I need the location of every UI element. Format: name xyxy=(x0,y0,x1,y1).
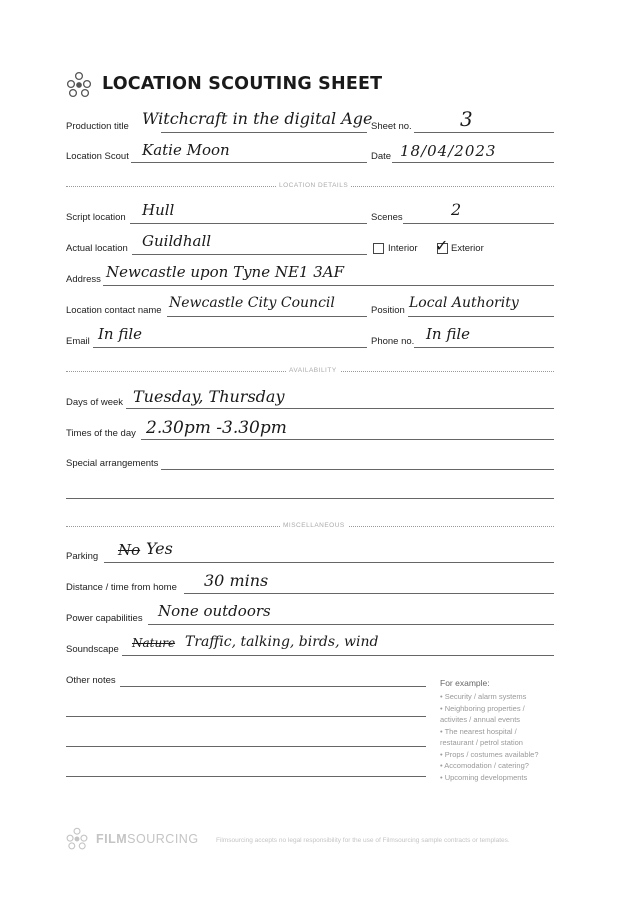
times-of-day-value[interactable]: 2.30pm -3.30pm xyxy=(146,418,287,438)
parking-value[interactable]: Yes xyxy=(146,539,173,558)
location-scout-value[interactable]: Katie Moon xyxy=(142,141,230,159)
other-notes-line-2[interactable] xyxy=(66,716,426,717)
other-notes-label: Other notes xyxy=(66,675,116,686)
production-title-label: Production title xyxy=(66,121,129,132)
power-value[interactable]: None outdoors xyxy=(158,602,271,620)
special-arrangements-line-2[interactable] xyxy=(66,498,554,499)
phone-value[interactable]: In file xyxy=(426,325,471,343)
times-of-day-label: Times of the day xyxy=(66,428,136,439)
contact-name-label: Location contact name xyxy=(66,305,162,316)
soundscape-line xyxy=(122,655,554,656)
for-example-item: • The nearest hospital / xyxy=(440,726,517,736)
sheet-no-value[interactable]: 3 xyxy=(460,107,473,131)
soundscape-struck-value: Nature xyxy=(132,636,176,650)
distance-label: Distance / time from home xyxy=(66,582,177,593)
sheet-title: LOCATION SCOUTING SHEET xyxy=(102,74,383,94)
for-example-panel xyxy=(440,678,570,783)
phone-line xyxy=(414,347,554,348)
interior-checkbox[interactable] xyxy=(373,243,384,254)
special-arrangements-line[interactable] xyxy=(161,469,554,470)
position-line xyxy=(408,316,554,317)
flower-logo-icon xyxy=(64,70,94,100)
for-example-item: • Security / alarm systems xyxy=(440,692,527,701)
parking-struck-value: No xyxy=(118,541,141,559)
exterior-check-mark: ✓ xyxy=(435,236,449,255)
for-example-title: For example: xyxy=(440,678,490,688)
for-example-item: • Neighboring properties / xyxy=(440,703,525,713)
power-label: Power capabilities xyxy=(66,613,143,624)
location-scout-line xyxy=(131,162,367,163)
address-value[interactable]: Newcastle upon Tyne NE1 3AF xyxy=(106,263,345,281)
production-title-value[interactable]: Witchcraft in the digital Age xyxy=(142,109,373,128)
other-notes-line-3[interactable] xyxy=(66,746,426,747)
phone-label: Phone no. xyxy=(371,336,415,347)
other-notes-line-4[interactable] xyxy=(66,776,426,777)
for-example-list xyxy=(440,691,570,783)
availability-heading: AVAILABILITY xyxy=(286,367,340,374)
filmsourcing-logo-icon xyxy=(64,826,90,852)
power-line xyxy=(148,624,554,625)
address-label: Address xyxy=(66,274,101,285)
script-location-line xyxy=(130,223,367,224)
filmsourcing-wordmark xyxy=(96,832,199,846)
scenes-line xyxy=(403,223,554,224)
email-value[interactable]: In file xyxy=(98,325,143,343)
sheet-no-label: Sheet no. xyxy=(371,121,412,132)
scenes-value[interactable]: 2 xyxy=(451,200,462,219)
date-line xyxy=(392,162,554,163)
date-value[interactable]: 18/04/2023 xyxy=(400,142,497,160)
interior-label: Interior xyxy=(388,243,418,254)
address-line xyxy=(103,285,554,286)
actual-location-line xyxy=(132,254,367,255)
contact-name-value[interactable]: Newcastle City Council xyxy=(169,295,335,311)
brand-light: SOURCING xyxy=(127,832,199,846)
for-example-item: • Accomodation / catering? xyxy=(440,761,529,770)
parking-line xyxy=(104,562,554,563)
distance-line xyxy=(184,593,554,594)
distance-value[interactable]: 30 mins xyxy=(204,571,269,590)
for-example-item: activites / annual events xyxy=(440,715,521,724)
location-scout-label: Location Scout xyxy=(66,151,129,162)
script-location-value[interactable]: Hull xyxy=(142,201,175,219)
scenes-label: Scenes xyxy=(371,212,403,223)
days-of-week-value[interactable]: Tuesday, Thursday xyxy=(133,387,285,406)
production-title-line xyxy=(161,132,367,133)
actual-location-label: Actual location xyxy=(66,243,128,254)
for-example-item: • Upcoming developments xyxy=(440,772,528,782)
email-label: Email xyxy=(66,336,90,347)
email-line xyxy=(93,347,367,348)
times-of-day-line xyxy=(141,439,554,440)
days-of-week-label: Days of week xyxy=(66,397,124,408)
footer-disclaimer: Filmsourcing accepts no legal responsibility for the use of Filmsourcing sample contracts or templates. xyxy=(216,837,510,844)
miscellaneous-heading: MISCELLANEOUS xyxy=(280,522,348,529)
soundscape-value[interactable]: Traffic, talking, birds, wind xyxy=(185,634,379,650)
soundscape-label: Soundscape xyxy=(66,644,119,655)
for-example-item: • Props / costumes available? xyxy=(440,749,539,759)
position-label: Position xyxy=(371,305,405,316)
contact-name-line xyxy=(167,316,367,317)
sheet-no-line xyxy=(414,132,554,133)
parking-label: Parking xyxy=(66,551,99,562)
location-details-heading: LOCATION DETAILS xyxy=(276,182,351,189)
days-of-week-line xyxy=(126,408,554,409)
special-arrangements-label: Special arrangements xyxy=(66,458,159,469)
date-label: Date xyxy=(371,151,392,162)
brand-bold: FILM xyxy=(96,832,128,846)
script-location-label: Script location xyxy=(66,212,126,223)
position-value[interactable]: Local Authority xyxy=(409,295,519,311)
actual-location-value[interactable]: Guildhall xyxy=(142,232,212,250)
for-example-item: restaurant / petrol station xyxy=(440,738,523,747)
other-notes-line[interactable] xyxy=(120,686,426,687)
exterior-label: Exterior xyxy=(451,243,484,254)
